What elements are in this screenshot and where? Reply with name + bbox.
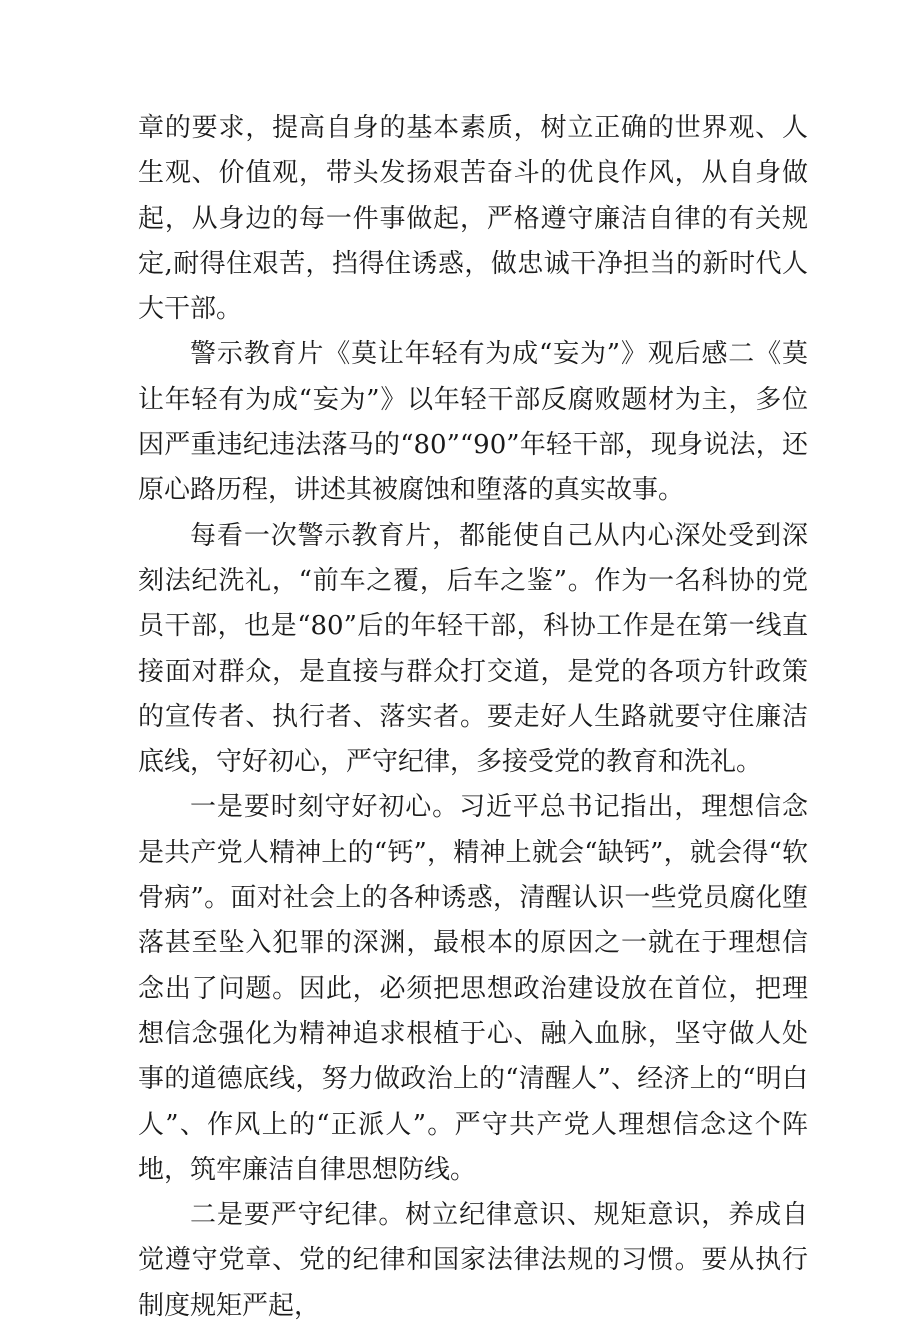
- paragraph-5: 二是要严守纪律。树立纪律意识、规矩意识，养成自觉遵守党章、党的纪律和国家法律法规的习惯。要从执行制度规矩严起，: [138, 1200, 808, 1321]
- paragraph-3: 每看一次警示教育片，都能使自己从内心深处受到深刻法纪洗礼，“前车之覆，后车之鉴”。作为一名科协的党员干部，也是“80”后的年轻干部，科协工作是在第一线直接面对群众，是直接与群众打交道，是党的各项方针政策的宣传者、执行者、落实者。要走好人生路就要守住廉洁底线，守好初心，严守纪律，多接受党的教育和洗礼。: [138, 520, 808, 778]
- paragraph-4: 一是要时刻守好初心。习近平总书记指出，理想信念是共产党人精神上的“钙”，精神上就会“缺钙”，就会得“软骨病”。面对社会上的各种诱惑，清醒认识一些党员腐化堕落甚至坠入犯罪的深渊，最根本的原因之一就在于理想信念出了问题。因此，必须把思想政治建设放在首位，把理想信念强化为精神追求根植于心、融入血脉，坚守做人处事的道德底线，努力做政治上的“清醒人”、经济上的“明白人”、作风上的“正派人”。严守共产党人理想信念这个阵地，筑牢廉洁自律思想防线。: [138, 792, 808, 1185]
- paragraph-2: 警示教育片《莫让年轻有为成“妄为”》观后感二《莫让年轻有为成“妄为”》以年轻干部反腐败题材为主，多位因严重违纪违法落马的“80”“90”年轻干部，现身说法，还原心路历程，讲述其被腐蚀和堕落的真实故事。: [138, 339, 808, 506]
- paragraph-1: 章的要求，提高自身的基本素质，树立正确的世界观、人生观、价值观，带头发扬艰苦奋斗的优良作风，从自身做起，从身边的每一件事做起，严格遵守廉洁自律的有关规定,耐得住艰苦，挡得住诱惑，做忠诚干净担当的新时代人大干部。: [138, 113, 808, 325]
- document-body: [138, 106, 808, 1329]
